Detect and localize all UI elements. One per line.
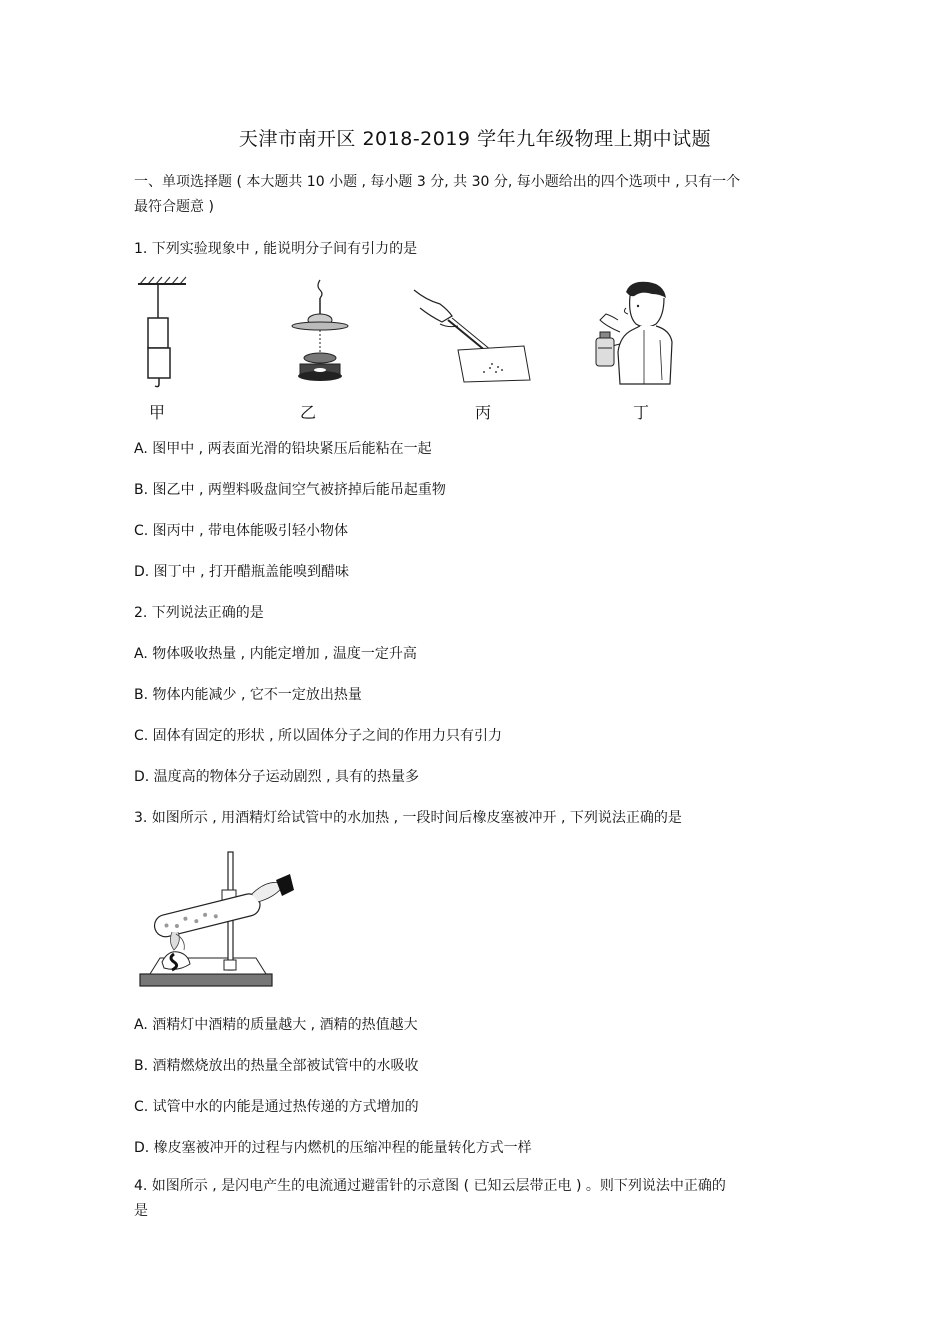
question-3-option-a: A. 酒精灯中酒精的质量越大 , 酒精的热值越大 [134, 1017, 418, 1033]
question-2-stem: 2. 下列说法正确的是 [134, 605, 264, 621]
figure-label-ding: 丁 [633, 403, 650, 422]
figure-ding-boy-vinegar [590, 280, 685, 390]
question-1-option-d: D. 图丁中 , 打开醋瓶盖能嗅到醋味 [134, 564, 350, 580]
page-title: 天津市南开区 2018-2019 学年九年级物理上期中试题 [238, 128, 712, 150]
question-1-option-c: C. 图丙中 , 带电体能吸引轻小物体 [134, 523, 349, 539]
question-3-option-c: C. 试管中水的内能是通过热传递的方式增加的 [134, 1099, 419, 1115]
question-2-option-d: D. 温度高的物体分子运动剧烈 , 具有的热量多 [134, 769, 420, 785]
question-4-stem [134, 1174, 824, 1224]
question-4-stem-line2: 是 [134, 1203, 148, 1219]
question-2-option-c: C. 固体有固定的形状 , 所以固体分子之间的作用力只有引力 [134, 728, 503, 744]
question-1-option-b: B. 图乙中 , 两塑料吸盘间空气被挤掉后能吊起重物 [134, 482, 446, 498]
section-instructions-line2: 最符合题意 ) [134, 199, 214, 215]
question-1-stem: 1. 下列实验现象中 , 能说明分子间有引力的是 [134, 241, 418, 257]
figure-test-tube-heating [138, 850, 303, 990]
question-1-option-a: A. 图甲中 , 两表面光滑的铅块紧压后能粘在一起 [134, 441, 432, 457]
section-instructions-line1: 一、单项选择题 ( 本大题共 10 小题 , 每小题 3 分, 共 30 分, 每小题给出的四个选项中 , 只有一个 [134, 174, 741, 190]
question-2-option-b: B. 物体内能减少 , 它不一定放出热量 [134, 687, 362, 703]
question-3-option-b: B. 酒精燃烧放出的热量全部被试管中的水吸收 [134, 1058, 419, 1074]
question-4-stem-line1: 4. 如图所示 , 是闪电产生的电流通过避雷针的示意图 ( 已知云层带正电 ) 。则下列说法中正确的 [134, 1178, 726, 1194]
figure-bing-charged-rod [412, 288, 532, 383]
figure-label-bing: 丙 [475, 403, 492, 422]
question-3-option-d: D. 橡皮塞被冲开的过程与内燃机的压缩冲程的能量转化方式一样 [134, 1140, 532, 1156]
figure-yi-suction-cups [290, 280, 350, 390]
section-instructions [134, 170, 824, 220]
question-2-option-a: A. 物体吸收热量 , 内能定增加 , 温度一定升高 [134, 646, 417, 662]
question-3-stem: 3. 如图所示 , 用酒精灯给试管中的水加热 , 一段时间后橡皮塞被冲开 , 下列说法正确的是 [134, 810, 682, 826]
figure-label-yi: 乙 [300, 403, 317, 422]
figure-jia-lead-blocks [134, 280, 194, 390]
figure-label-jia: 甲 [149, 403, 166, 422]
